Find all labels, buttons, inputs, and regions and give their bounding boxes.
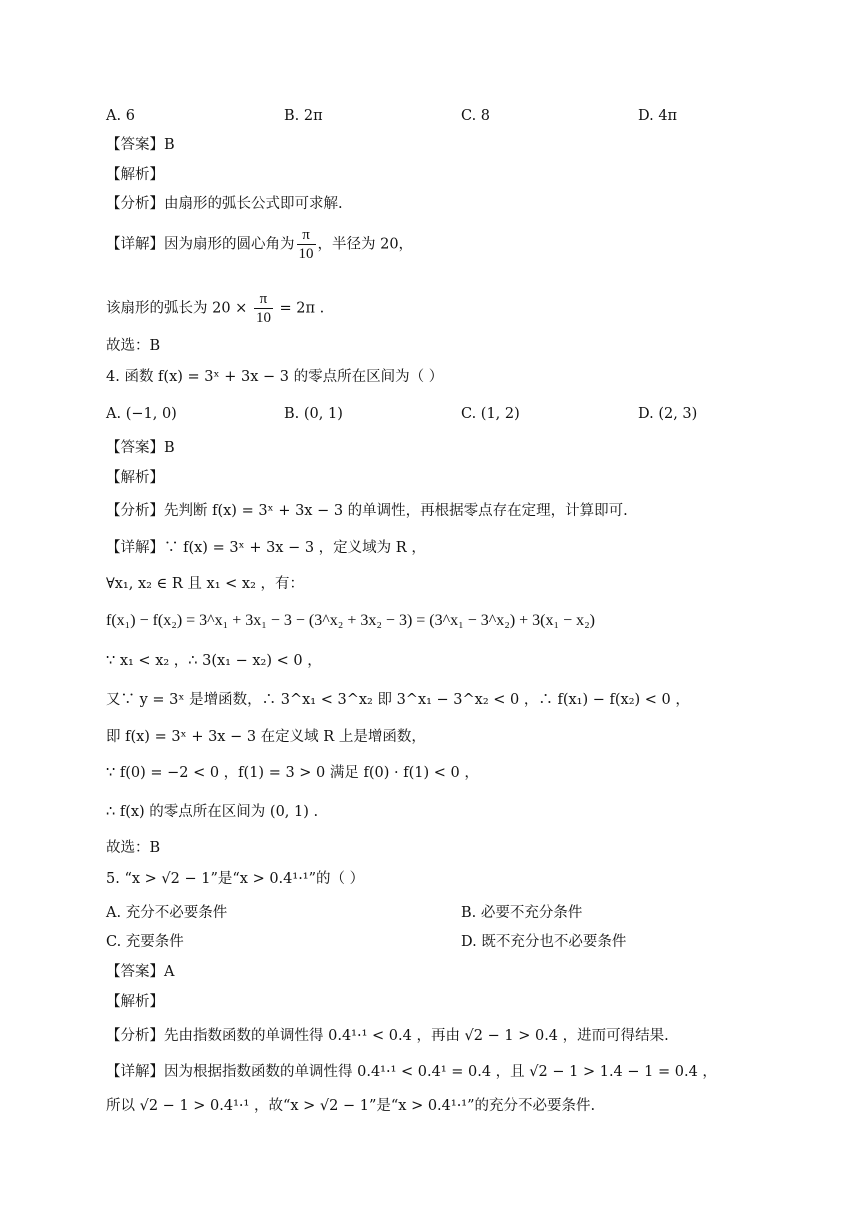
q3-detail1-pre: 【详解】因为扇形的圆心角为 — [106, 236, 295, 253]
q4-option-a: A. (−1, 0) — [106, 406, 177, 422]
fraction-numerator: π — [254, 290, 273, 309]
q5-detail-line2: 所以 √2 − 1 > 0.4¹·¹ ，故“x > √2 − 1”是“x > 0.4¹·¹”的充分不必要条件. — [106, 1098, 596, 1114]
q3-detail-line1 — [106, 226, 413, 263]
q3-choose: 故选：B — [106, 338, 161, 354]
q4-analysis-heading: 【解析】 — [106, 470, 164, 486]
fraction-denominator: 10 — [255, 310, 271, 326]
q5-option-c: C. 充要条件 — [106, 934, 184, 950]
q4-detail-line: ∵ x₁ < x₂ ，∴ 3(x₁ − x₂) < 0 ， — [106, 653, 322, 669]
q5-detail-line1: 【详解】因为根据指数函数的单调性得 0.4¹·¹ < 0.4¹ = 0.4 ，且 √2 − 1 > 1.4 − 1 = 0.4 ， — [106, 1064, 717, 1080]
fraction-pi-over-10-b — [254, 290, 273, 327]
q5-option-d: D. 既不充分也不必要条件 — [461, 934, 627, 950]
q4-detail-line: 即 f(x) = 3ˣ + 3x − 3 在定义域 R 上是增函数， — [106, 729, 426, 745]
q3-detail1-post: ，半径为 20， — [317, 236, 414, 253]
q3-analysis-heading: 【解析】 — [106, 167, 164, 183]
q5-analysis-heading: 【解析】 — [106, 994, 164, 1010]
q4-stem: 4. 函数 f(x) = 3ˣ + 3x − 3 的零点所在区间为（ ） — [106, 369, 444, 385]
q4-detail-line: ∵ f(0) = −2 < 0 ，f(1) = 3 > 0 满足 f(0) · f(1) < 0 ， — [106, 765, 479, 781]
q3-option-b: B. 2π — [284, 108, 323, 124]
q3-fenxi: 【分析】由扇形的弧长公式即可求解. — [106, 196, 343, 212]
q4-option-d: D. (2, 3) — [638, 406, 698, 422]
q3-detail2-post: = 2π . — [274, 300, 325, 317]
q4-option-b: B. (0, 1) — [284, 406, 343, 422]
q5-option-a: A. 充分不必要条件 — [106, 905, 228, 921]
q4-detail-line: ∀x₁, x₂ ∈ R 且 x₁ < x₂ ，有： — [106, 576, 304, 592]
q5-fenxi: 【分析】先由指数函数的单调性得 0.4¹·¹ < 0.4 ，再由 √2 − 1 > 0.4 ，进而可得结果. — [106, 1028, 669, 1044]
q4-answer: 【答案】B — [106, 440, 175, 456]
q3-detail-line2 — [106, 290, 324, 327]
q3-option-a: A. 6 — [106, 108, 135, 124]
q4-detail-line: 【详解】∵ f(x) = 3ˣ + 3x − 3 ，定义域为 R ， — [106, 540, 426, 556]
q4-detail-line: ∴ f(x) 的零点所在区间为 (0, 1) . — [106, 804, 319, 820]
q3-option-d: D. 4π — [638, 108, 678, 124]
q4-choose: 故选：B — [106, 840, 161, 856]
q3-answer: 【答案】B — [106, 137, 175, 153]
q4-detail-line: 又∵ y = 3ˣ 是增函数，∴ 3^x₁ < 3^x₂ 即 3^x₁ − 3^x₂ < 0 ，∴ f(x₁) − f(x₂) < 0 ， — [106, 692, 690, 708]
fraction-denominator: 10 — [298, 246, 314, 262]
q4-fenxi: 【分析】先判断 f(x) = 3ˣ + 3x − 3 的单调性，再根据零点存在定理，计算即可. — [106, 503, 628, 519]
q5-stem: 5. “x > √2 − 1”是“x > 0.4¹·¹”的（ ） — [106, 871, 365, 887]
q4-option-c: C. (1, 2) — [461, 406, 520, 422]
q3-option-c: C. 8 — [461, 108, 491, 124]
fraction-pi-over-10 — [297, 226, 316, 263]
q3-detail2-pre: 该扇形的弧长为 20 × — [106, 300, 252, 317]
q4-detail-line: f(x₁) − f(x₂) = 3^x₁ + 3x₁ − 3 − (3^x₂ + 3x₂ − 3) = (3^x₁ − 3^x₂) + 3(x₁ − x₂) — [106, 612, 596, 629]
fraction-numerator: π — [297, 226, 316, 245]
q5-option-b: B. 必要不充分条件 — [461, 905, 583, 921]
q5-answer: 【答案】A — [106, 964, 175, 980]
